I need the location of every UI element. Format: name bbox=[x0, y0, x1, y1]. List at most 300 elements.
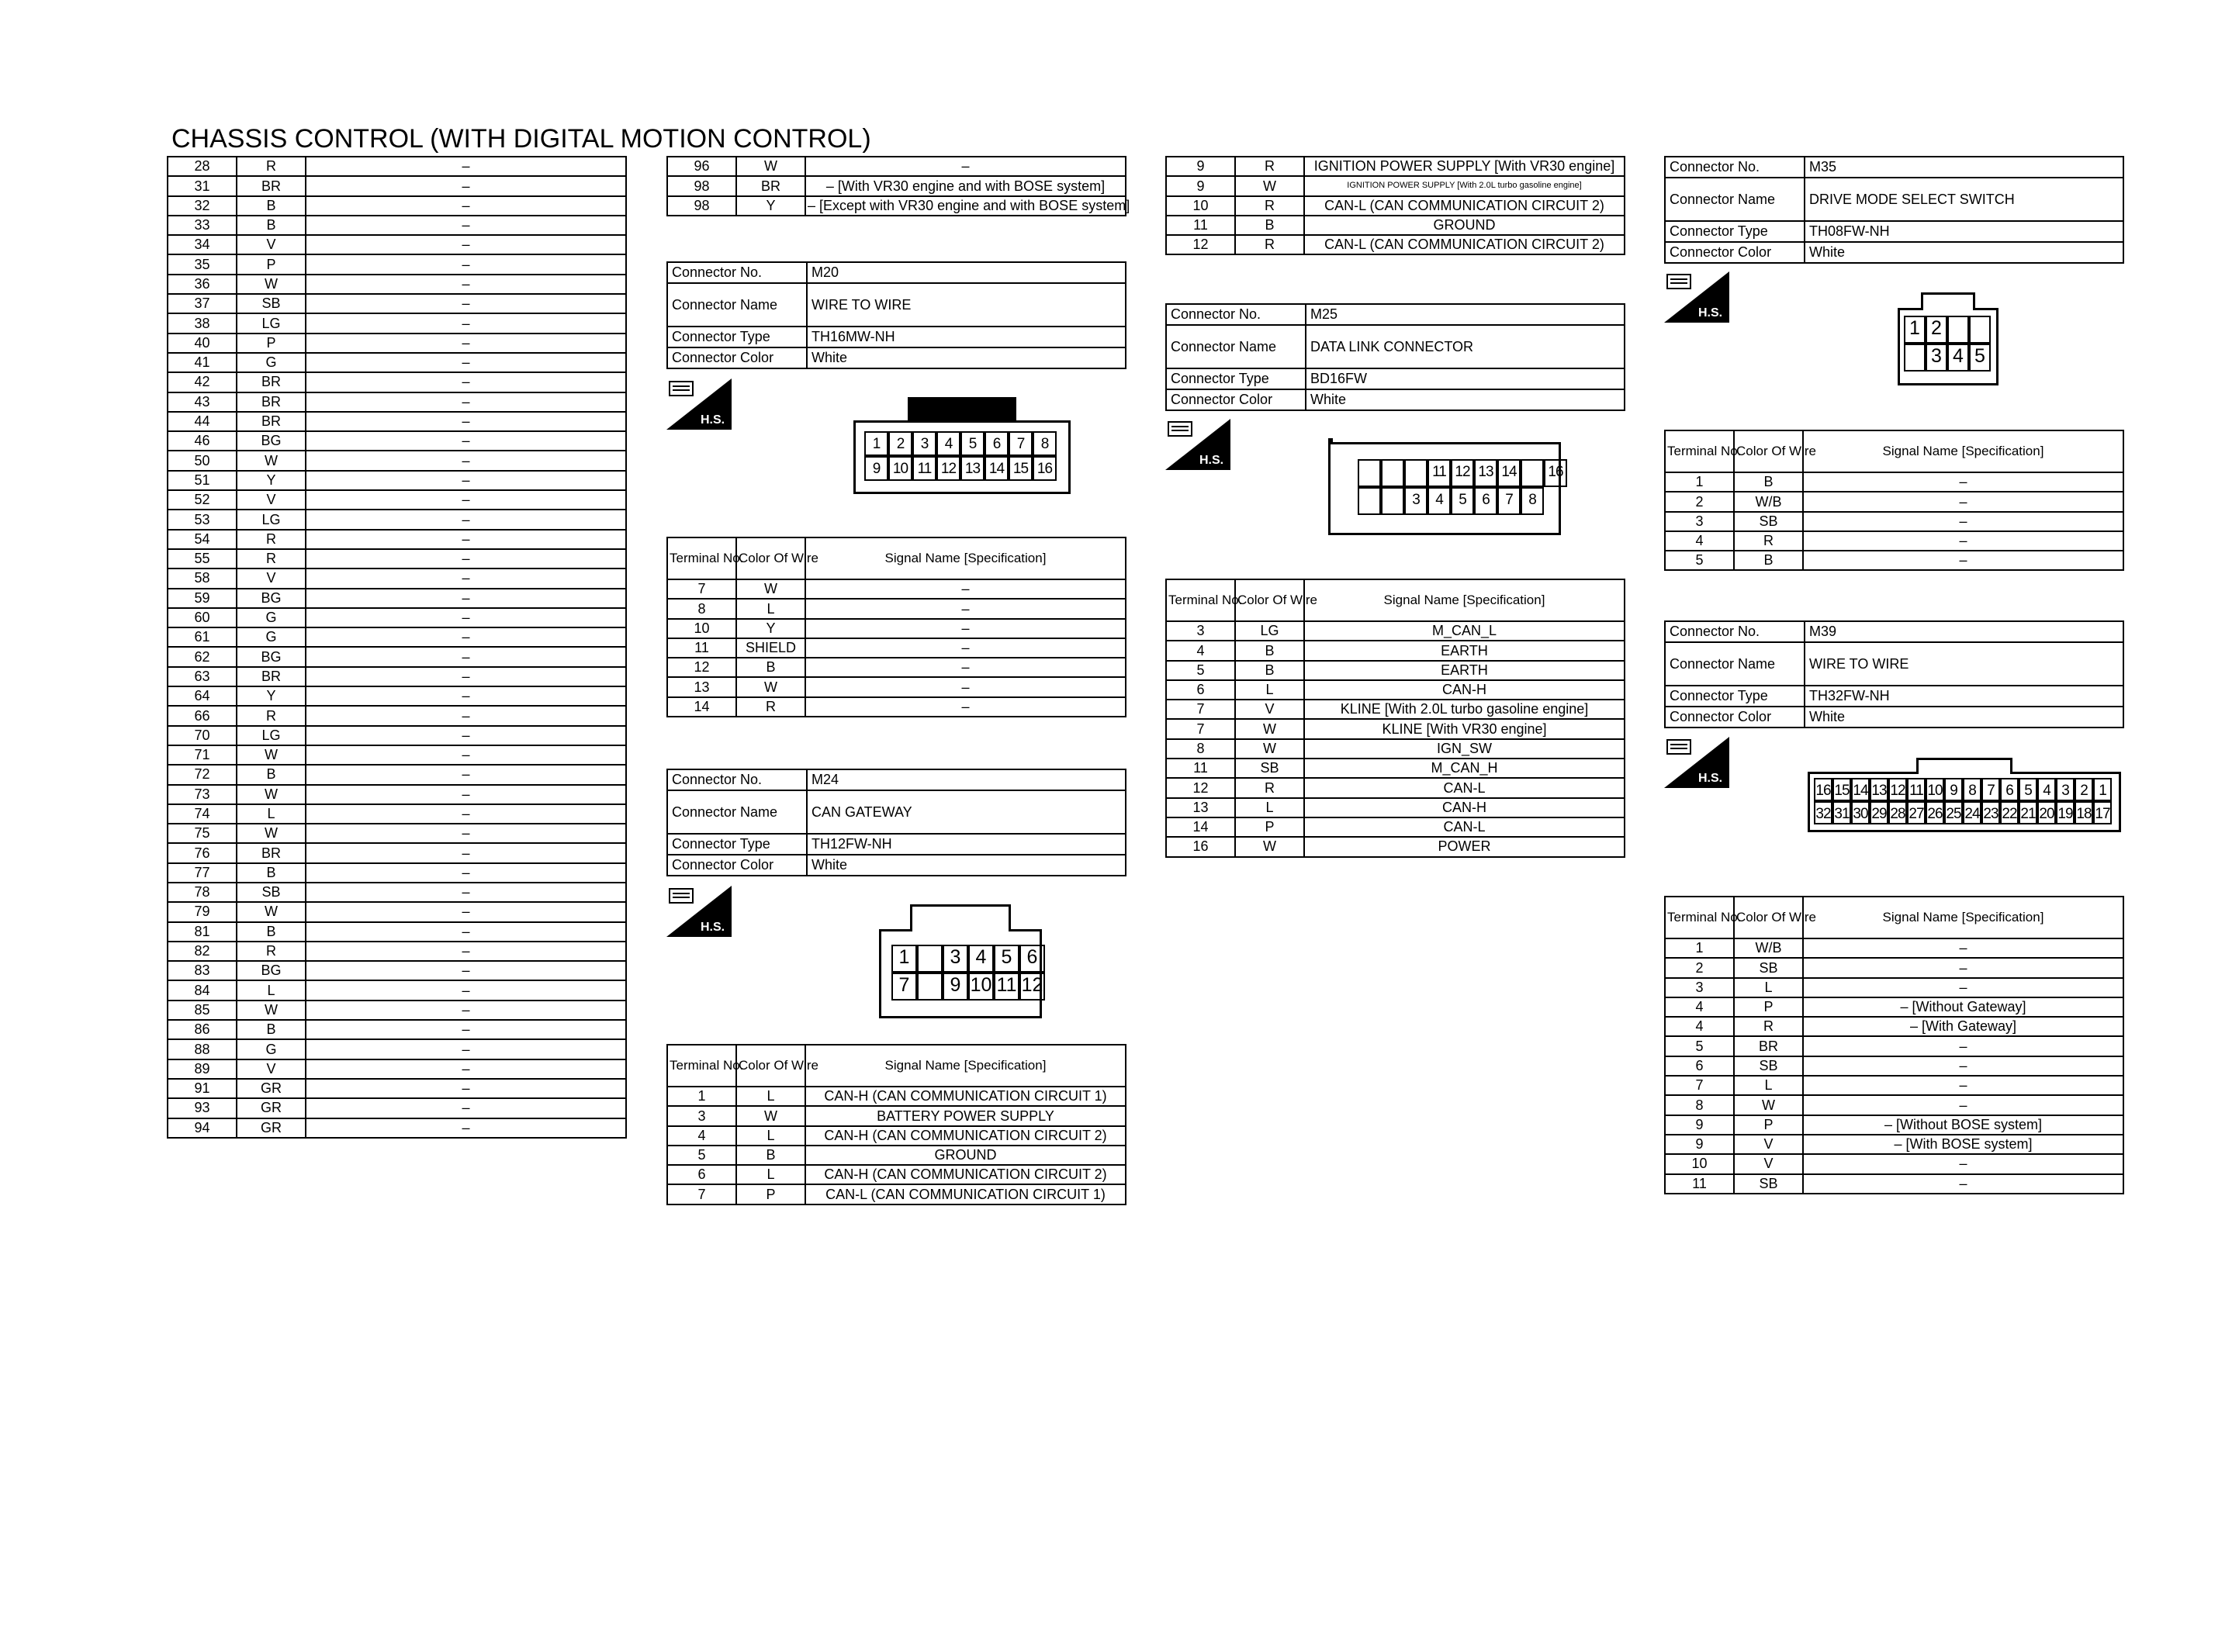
pin-cell: 7 bbox=[1981, 778, 2000, 801]
terminal-no: 60 bbox=[168, 608, 237, 627]
table-row bbox=[168, 608, 626, 627]
table-row bbox=[168, 372, 626, 392]
table-row bbox=[168, 196, 626, 216]
wire-color: BR bbox=[237, 843, 306, 862]
signal-name: – bbox=[306, 608, 626, 627]
table-row bbox=[168, 1098, 626, 1118]
signal-name: – bbox=[805, 157, 1126, 176]
terminal-no: 70 bbox=[168, 726, 237, 745]
column-3-top-table bbox=[1165, 156, 1625, 255]
terminal-no: 36 bbox=[168, 275, 237, 294]
terminal-no: 50 bbox=[168, 451, 237, 470]
m39-connector-info: Connector No. M39 Connector Name WIRE TO WIRE Connector Type TH32FW-NH Connector Color White bbox=[1664, 620, 2124, 728]
pin-cell: 7 bbox=[1009, 431, 1033, 456]
wire-color: BR bbox=[1734, 1036, 1803, 1056]
table-row bbox=[168, 313, 626, 333]
table-row bbox=[168, 785, 626, 804]
pin-cell: 7 bbox=[891, 973, 917, 1001]
pin-cell: 22 bbox=[2000, 801, 2019, 824]
terminal-no: 11 bbox=[1665, 1174, 1734, 1194]
signal-name: – bbox=[306, 530, 626, 549]
wire-color: W bbox=[736, 1106, 805, 1125]
m35-connector-info: Connector No. M35 Connector Name DRIVE MODE SELECT SWITCH Connector Type TH08FW-NH Connector Color White bbox=[1664, 156, 2124, 264]
signal-name: – bbox=[306, 176, 626, 195]
connector-lock-tab bbox=[910, 904, 1011, 931]
hs-label: H.S. bbox=[1199, 454, 1224, 467]
wire-color: V bbox=[237, 569, 306, 588]
signal-name: – bbox=[306, 961, 626, 980]
wire-color: R bbox=[237, 549, 306, 569]
pin-cell: 8 bbox=[1963, 778, 1981, 801]
pin-cell: 23 bbox=[1981, 801, 2000, 824]
terminal-no: 9 bbox=[1665, 1135, 1734, 1154]
table-row bbox=[168, 824, 626, 843]
signal-name: – bbox=[1803, 938, 2123, 958]
table-row bbox=[168, 254, 626, 274]
terminal-no: 10 bbox=[667, 619, 736, 638]
terminal-no: 72 bbox=[168, 765, 237, 784]
wire-color: W/B bbox=[1734, 492, 1803, 511]
signal-name: – bbox=[805, 599, 1126, 618]
wire-color: SB bbox=[1734, 1174, 1803, 1194]
table-row bbox=[667, 579, 1126, 599]
wire-color: SB bbox=[1235, 759, 1304, 778]
harness-side-icon bbox=[1664, 271, 1729, 323]
terminal-no: 54 bbox=[168, 530, 237, 549]
wire-color: L bbox=[237, 804, 306, 824]
pin-cell: 11 bbox=[1427, 459, 1451, 487]
terminal-no: 78 bbox=[168, 883, 237, 902]
pin-cell: 6 bbox=[1474, 487, 1497, 515]
terminal-no: 10 bbox=[1166, 196, 1235, 216]
table-row bbox=[168, 883, 626, 902]
pin-cell: 7 bbox=[1497, 487, 1521, 515]
terminal-no: 3 bbox=[1665, 978, 1734, 997]
signal-name: – bbox=[306, 883, 626, 902]
m25-connector-info: Connector No. M25 Connector Name DATA LINK CONNECTOR Connector Type BD16FW Connector Color White bbox=[1165, 303, 1625, 411]
signal-name: GROUND bbox=[1304, 216, 1625, 235]
wire-color: P bbox=[1734, 1115, 1803, 1135]
terminal-no: 81 bbox=[168, 922, 237, 942]
signal-name: – bbox=[1803, 1095, 2123, 1115]
signal-name: – [Without Gateway] bbox=[1803, 997, 2123, 1017]
terminal-no: 79 bbox=[168, 902, 237, 921]
table-row bbox=[168, 922, 626, 942]
signal-name: – bbox=[1803, 1056, 2123, 1076]
pin-cell: 16 bbox=[1544, 459, 1567, 487]
table-row bbox=[1166, 641, 1625, 660]
wire-color: Y bbox=[237, 471, 306, 490]
pin-cell: 3 bbox=[1926, 344, 1947, 372]
pin-cell: 6 bbox=[1019, 945, 1045, 973]
wire-color: SB bbox=[1734, 958, 1803, 977]
pin-cell: 5 bbox=[1451, 487, 1474, 515]
signal-name: – bbox=[1803, 1154, 2123, 1173]
wire-color: G bbox=[237, 353, 306, 372]
table-row bbox=[168, 686, 626, 706]
pin-cell: 15 bbox=[1009, 456, 1033, 481]
pin-cell: 12 bbox=[1019, 973, 1045, 1001]
signal-name: IGNITION POWER SUPPLY [With VR30 engine] bbox=[1304, 157, 1625, 176]
table-row bbox=[1665, 512, 2123, 531]
table-row bbox=[168, 765, 626, 784]
pin-cell: 11 bbox=[912, 456, 936, 481]
terminal-no: 3 bbox=[1166, 621, 1235, 641]
table-row bbox=[667, 638, 1126, 658]
terminal-no: 43 bbox=[168, 392, 237, 412]
wire-color: V bbox=[237, 490, 306, 510]
hs-label: H.S. bbox=[1698, 772, 1723, 785]
column-2-top-table bbox=[666, 156, 1130, 216]
pin-cell: 14 bbox=[985, 456, 1009, 481]
table-row bbox=[1665, 1115, 2123, 1135]
wire-color: P bbox=[237, 254, 306, 274]
table-row bbox=[168, 1001, 626, 1020]
terminal-no: 77 bbox=[168, 863, 237, 883]
signal-name: IGN_SW bbox=[1304, 739, 1625, 759]
terminal-no: 6 bbox=[1665, 1056, 1734, 1076]
wire-color: W bbox=[1235, 739, 1304, 759]
pin-cell: 11 bbox=[1907, 778, 1926, 801]
table-row bbox=[168, 1020, 626, 1039]
wire-color: W bbox=[237, 902, 306, 921]
table-row bbox=[168, 353, 626, 372]
wire-color: V bbox=[1734, 1135, 1803, 1154]
table-row bbox=[1166, 176, 1625, 195]
table-row bbox=[168, 412, 626, 431]
connector-lock-tab bbox=[1921, 292, 1975, 310]
signal-name: – bbox=[805, 619, 1126, 638]
pin-cell bbox=[1969, 316, 1991, 344]
table-row bbox=[168, 1039, 626, 1059]
table-row bbox=[1166, 759, 1625, 778]
wire-color: L bbox=[736, 1165, 805, 1184]
pin-cell: 8 bbox=[1521, 487, 1544, 515]
terminal-no: 53 bbox=[168, 510, 237, 529]
pin-cell: 28 bbox=[1888, 801, 1907, 824]
pin-cell: 29 bbox=[1870, 801, 1888, 824]
table-row bbox=[168, 334, 626, 353]
wire-color: G bbox=[237, 627, 306, 647]
signal-name: – bbox=[306, 313, 626, 333]
pin-cell: 4 bbox=[936, 431, 960, 456]
table-row bbox=[168, 549, 626, 569]
terminal-no: 13 bbox=[667, 677, 736, 696]
pin-cell: 13 bbox=[1474, 459, 1497, 487]
terminal-no: 1 bbox=[667, 1087, 736, 1106]
wire-color: B bbox=[237, 765, 306, 784]
pin-cell: 18 bbox=[2075, 801, 2093, 824]
wire-color: P bbox=[1734, 997, 1803, 1017]
signal-name: – bbox=[306, 549, 626, 569]
wire-color: BG bbox=[237, 589, 306, 608]
table-row bbox=[1166, 235, 1625, 254]
table-row bbox=[168, 530, 626, 549]
wire-color: L bbox=[1235, 680, 1304, 700]
table-row bbox=[168, 863, 626, 883]
wire-color: R bbox=[1235, 196, 1304, 216]
table-row bbox=[168, 627, 626, 647]
table-row bbox=[168, 902, 626, 921]
pin-cell: 14 bbox=[1851, 778, 1870, 801]
wire-color: SHIELD bbox=[736, 638, 805, 658]
wire-color: LG bbox=[237, 726, 306, 745]
wire-color: W bbox=[736, 579, 805, 599]
pin-cell: 1 bbox=[2093, 778, 2112, 801]
table-row bbox=[1665, 1076, 2123, 1095]
signal-name: – bbox=[306, 431, 626, 451]
table-row bbox=[168, 490, 626, 510]
table-row bbox=[168, 647, 626, 666]
signal-name: – bbox=[306, 765, 626, 784]
signal-name: – bbox=[805, 658, 1126, 677]
pin-cell: 8 bbox=[1033, 431, 1057, 456]
table-row bbox=[1166, 837, 1625, 856]
terminal-no: 83 bbox=[168, 961, 237, 980]
terminal-no: 10 bbox=[1665, 1154, 1734, 1173]
wire-color: W bbox=[237, 451, 306, 470]
wire-color: LG bbox=[237, 510, 306, 529]
signal-name: – bbox=[1803, 531, 2123, 551]
terminal-no: 96 bbox=[667, 157, 736, 176]
wire-color: GR bbox=[237, 1098, 306, 1118]
wire-color: P bbox=[237, 334, 306, 353]
terminal-no: 1 bbox=[1665, 938, 1734, 958]
wire-color: B bbox=[1734, 472, 1803, 492]
signal-name: – bbox=[306, 353, 626, 372]
signal-name: – bbox=[1803, 472, 2123, 492]
terminal-no: 9 bbox=[1166, 176, 1235, 195]
terminal-no: 66 bbox=[168, 706, 237, 725]
terminal-no: 38 bbox=[168, 313, 237, 333]
terminal-no: 74 bbox=[168, 804, 237, 824]
terminal-no: 4 bbox=[1166, 641, 1235, 660]
signal-name: – bbox=[306, 1098, 626, 1118]
wire-color: GR bbox=[237, 1079, 306, 1098]
signal-name: – [Except with VR30 engine and with BOSE system] bbox=[805, 196, 1126, 216]
terminal-no: 12 bbox=[1166, 778, 1235, 797]
terminal-no: 31 bbox=[168, 176, 237, 195]
table-row bbox=[168, 1118, 626, 1138]
table-row bbox=[667, 157, 1126, 176]
pin-cell: 5 bbox=[2019, 778, 2037, 801]
table-row bbox=[667, 176, 1126, 195]
harness-side-icon bbox=[1664, 737, 1729, 788]
wire-color: W bbox=[1734, 1095, 1803, 1115]
wire-color: V bbox=[237, 235, 306, 254]
signal-name: – bbox=[1803, 492, 2123, 511]
signal-name: – bbox=[1803, 1036, 2123, 1056]
table-row bbox=[1166, 778, 1625, 797]
signal-name: – bbox=[805, 579, 1126, 599]
signal-name: M_CAN_H bbox=[1304, 759, 1625, 778]
m24-terminal-table: Terminal No. Color Of Wire Signal Name [Specification] 1 L CAN-H (CAN COMMUNICATION CIRCUIT 1) 3 W BATTERY POWER SUPPLY 4 L CAN-H (CAN COMMUNICATION CIRCUIT 2) 5 B GROUND 6 L CAN-H (CAN COMMUNICATION CIRCUIT 2) 7 P CAN-L (CAN COMMUNICATION CIRCUIT 1) bbox=[666, 1044, 1126, 1205]
hs-label: H.S. bbox=[701, 413, 725, 427]
terminal-no: 4 bbox=[1665, 1017, 1734, 1036]
m35-terminal-table: Terminal No. Color Of Wire Signal Name [Specification] 1 B – 2 W/B – 3 SB – 4 R – 5 B – bbox=[1664, 430, 2124, 571]
signal-name: CAN-L (CAN COMMUNICATION CIRCUIT 1) bbox=[805, 1184, 1126, 1204]
table-row bbox=[168, 961, 626, 980]
signal-name: – bbox=[306, 471, 626, 490]
signal-name: – bbox=[805, 697, 1126, 717]
table-row bbox=[168, 1059, 626, 1079]
pin-cell bbox=[1521, 459, 1544, 487]
table-row bbox=[1166, 196, 1625, 216]
pin-cell: 10 bbox=[968, 973, 994, 1001]
signal-name: – bbox=[306, 627, 626, 647]
signal-name: – bbox=[306, 804, 626, 824]
signal-name: – [Without BOSE system] bbox=[1803, 1115, 2123, 1135]
terminal-no: 4 bbox=[667, 1126, 736, 1146]
terminal-no: 98 bbox=[667, 196, 736, 216]
signal-name: – bbox=[306, 392, 626, 412]
table-row bbox=[1665, 997, 2123, 1017]
table-row bbox=[1665, 978, 2123, 997]
m20-connector-info: Connector No. M20 Connector Name WIRE TO WIRE Connector Type TH16MW-NH Connector Color White bbox=[666, 261, 1126, 369]
pin-cell: 14 bbox=[1497, 459, 1521, 487]
pin-cell: 11 bbox=[994, 973, 1019, 1001]
terminal-no: 16 bbox=[1166, 837, 1235, 856]
terminal-no: 85 bbox=[168, 1001, 237, 1020]
terminal-no: 7 bbox=[1166, 700, 1235, 719]
terminal-no: 9 bbox=[1166, 157, 1235, 176]
terminal-no: 35 bbox=[168, 254, 237, 274]
wire-color: P bbox=[736, 1184, 805, 1204]
wire-color: R bbox=[237, 706, 306, 725]
pin-cell: 21 bbox=[2019, 801, 2037, 824]
wire-color: SB bbox=[1734, 512, 1803, 531]
signal-name: – bbox=[306, 412, 626, 431]
wire-color: W bbox=[1235, 837, 1304, 856]
pin-cell bbox=[917, 945, 943, 973]
wire-color: BG bbox=[237, 961, 306, 980]
terminal-no: 13 bbox=[1166, 798, 1235, 817]
table-row bbox=[168, 980, 626, 1000]
page-title: CHASSIS CONTROL (WITH DIGITAL MOTION CONTROL) bbox=[171, 124, 871, 154]
pin-cell: 5 bbox=[1969, 344, 1991, 372]
signal-name: – bbox=[306, 1039, 626, 1059]
signal-name: – bbox=[306, 510, 626, 529]
wire-color: BR bbox=[736, 176, 805, 195]
terminal-no: 75 bbox=[168, 824, 237, 843]
table-row bbox=[168, 942, 626, 961]
pin-cell: 10 bbox=[1926, 778, 1944, 801]
wire-color: L bbox=[736, 1087, 805, 1106]
terminal-no: 7 bbox=[1665, 1076, 1734, 1095]
terminal-no: 12 bbox=[667, 658, 736, 677]
terminal-no: 3 bbox=[1665, 512, 1734, 531]
wire-color: L bbox=[736, 599, 805, 618]
pin-cell bbox=[1404, 459, 1427, 487]
pin-cell bbox=[1381, 459, 1404, 487]
wire-color: SB bbox=[237, 294, 306, 313]
terminal-no: 84 bbox=[168, 980, 237, 1000]
terminal-no: 5 bbox=[1665, 1036, 1734, 1056]
pin-cell: 3 bbox=[943, 945, 968, 973]
table-row bbox=[168, 706, 626, 725]
table-row bbox=[1166, 700, 1625, 719]
pin-cell: 17 bbox=[2093, 801, 2112, 824]
signal-name: – bbox=[306, 490, 626, 510]
terminal-no: 8 bbox=[1665, 1095, 1734, 1115]
table-row bbox=[1166, 216, 1625, 235]
table-row bbox=[1166, 661, 1625, 680]
terminal-no: 88 bbox=[168, 1039, 237, 1059]
pin-cell: 2 bbox=[888, 431, 912, 456]
wire-color: L bbox=[1235, 798, 1304, 817]
signal-name: – bbox=[306, 863, 626, 883]
wire-color: V bbox=[1734, 1154, 1803, 1173]
terminal-no: 91 bbox=[168, 1079, 237, 1098]
signal-name: BATTERY POWER SUPPLY bbox=[805, 1106, 1126, 1125]
terminal-no: 59 bbox=[168, 589, 237, 608]
signal-name: – bbox=[306, 902, 626, 921]
terminal-no: 40 bbox=[168, 334, 237, 353]
signal-name: – bbox=[805, 638, 1126, 658]
wire-color: Y bbox=[736, 196, 805, 216]
pin-cell: 16 bbox=[1814, 778, 1832, 801]
terminal-no: 71 bbox=[168, 745, 237, 765]
terminal-no: 86 bbox=[168, 1020, 237, 1039]
table-row bbox=[1665, 1174, 2123, 1194]
signal-name: EARTH bbox=[1304, 661, 1625, 680]
wire-color: R bbox=[1734, 531, 1803, 551]
m39-terminal-table: Terminal No. Color Of Wire Signal Name [Specification] 1 W/B – 2 SB – 3 L – 4 P – [Without Gateway] 4 R – [With Gateway] 5 BR – 6 SB – 7 L – 8 W – 9 P – [Without BOSE system] 9 V – [With BOSE system] 10 V – 11 SB – bbox=[1664, 896, 2124, 1194]
table-row bbox=[667, 619, 1126, 638]
signal-name: – bbox=[306, 235, 626, 254]
pin-cell bbox=[1358, 487, 1381, 515]
table-row bbox=[667, 1184, 1126, 1204]
table-row bbox=[168, 431, 626, 451]
pin-cell: 31 bbox=[1832, 801, 1851, 824]
terminal-no: 7 bbox=[667, 1184, 736, 1204]
m25-terminal-table: Terminal No. Color Of Wire Signal Name [Specification] 3 LG M_CAN_L 4 B EARTH 5 B EARTH 6 L CAN-H 7 V KLINE [With 2.0L turbo gasoline engine] 7 W KLINE [With VR30 engine] 8 W IGN_SW 11 SB M_CAN_H 12 R CAN-L 13 L CAN-H 14 P CAN-L 16 W POWER bbox=[1165, 579, 1625, 858]
signal-name: – bbox=[306, 569, 626, 588]
wire-color: L bbox=[736, 1126, 805, 1146]
table-row bbox=[1166, 817, 1625, 837]
wire-color: W bbox=[237, 1001, 306, 1020]
signal-name: EARTH bbox=[1304, 641, 1625, 660]
table-row bbox=[168, 471, 626, 490]
table-row bbox=[168, 726, 626, 745]
terminal-no: 89 bbox=[168, 1059, 237, 1079]
wire-color: SB bbox=[237, 883, 306, 902]
table-row bbox=[667, 658, 1126, 677]
pin-cell: 6 bbox=[2000, 778, 2019, 801]
wire-color: G bbox=[237, 1039, 306, 1059]
wire-color: W bbox=[1235, 176, 1304, 195]
harness-side-icon bbox=[1165, 419, 1230, 470]
connector-lock-tab bbox=[1328, 438, 1333, 444]
wire-color: W bbox=[736, 677, 805, 696]
wire-color: BR bbox=[237, 667, 306, 686]
pin-cell: 16 bbox=[1033, 456, 1057, 481]
terminal-no: 33 bbox=[168, 216, 237, 235]
signal-name: – bbox=[306, 334, 626, 353]
signal-name: – bbox=[306, 942, 626, 961]
pin-cell: 24 bbox=[1963, 801, 1981, 824]
signal-name: – bbox=[306, 745, 626, 765]
wire-color: V bbox=[1235, 700, 1304, 719]
signal-name: – bbox=[1803, 551, 2123, 570]
table-row bbox=[667, 599, 1126, 618]
terminal-no: 46 bbox=[168, 431, 237, 451]
terminal-no: 63 bbox=[168, 667, 237, 686]
wire-color: Y bbox=[237, 686, 306, 706]
pin-cell: 3 bbox=[1404, 487, 1427, 515]
pin-cell: 3 bbox=[912, 431, 936, 456]
wire-color: W bbox=[237, 275, 306, 294]
